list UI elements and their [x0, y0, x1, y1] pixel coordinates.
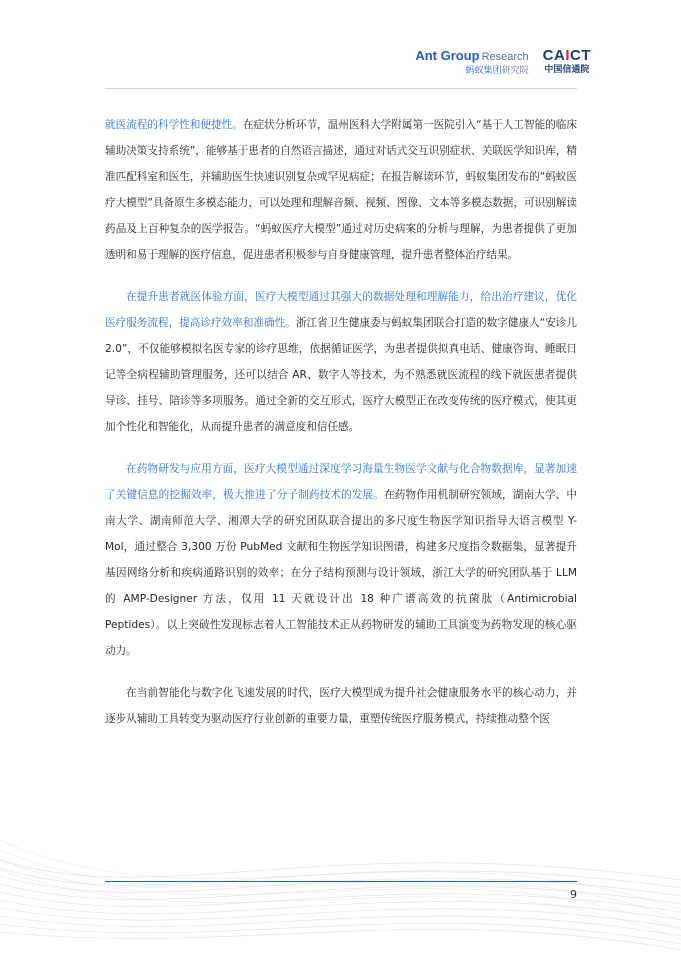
paragraph	[105, 284, 577, 440]
paragraph	[105, 112, 577, 268]
page-number: 9	[570, 888, 577, 901]
ant-group-research: Research	[481, 51, 529, 63]
header-divider	[105, 88, 577, 89]
paragraph-body: 在症状分析环节，温州医科大学附属第一医院引入“基于人工智能的临床辅助决策支持系统”，能够基于患者的自然语言描述，通过对话式交互识别症状、关联医学知识库，精准匹配科室和医生，并辅助医生快速识别复杂或罕见病症；在报告解读环节，蚂蚁集团发布的“蚂蚁医疗大模型”具备原生多模态能力，可以处理和理解音频、视频、图像、文本等多模态数据，可识别解读药品及上百种复杂的医学报告。“蚂蚁医疗大模型”通过对历史病案的分析与理解，为患者提供了更加透明和易于理解的医疗信息，促进患者积极参与自身健康管理，提升患者整体治疗结果。	[105, 119, 577, 261]
paragraph-body: 在当前智能化与数字化飞速发展的时代，医疗大模型成为提升社会健康服务水平的核心动力，并逐步从辅助工具转变为驱动医疗行业创新的重要力量，重塑传统医疗服务模式，持续推动整个医	[105, 687, 577, 725]
header-logos	[415, 48, 591, 82]
paragraph-body: 浙江省卫生健康委与蚂蚁集团联合打造的数字健康人“安诊儿 2.0”，不仅能够模拟名医专家的诊疗思维，依据循证医学，为患者提供拟真电话、健康咨询、睡眠日记等全病程辅助管理服务，还可以结合 AR、数字人等技术，为不熟悉就医流程的线下就医患者提供导诊、挂号、陪诊等多项服务。通过全新的交互形式，医疗大模型正在改变传统的医疗模式，使其更加个性化和智能化，从而提升患者的满意度和信任感。	[105, 317, 577, 433]
paragraph	[105, 680, 577, 732]
ant-group-research-logo	[415, 48, 528, 77]
ant-group-cn-name: 蚂蚁集团	[465, 66, 502, 76]
caict-ct: CT	[570, 47, 591, 64]
paragraph-highlight: 在提升患者就医体验方面，医疗大模型通过其强大的数据处理和理解能力，给出治疗建议，优化医疗服务流程，提高诊疗效率和准确性。	[105, 291, 577, 329]
body-text	[105, 112, 577, 748]
footer-divider	[105, 881, 577, 882]
caict-cn-name: 中国信通院	[544, 65, 590, 75]
paragraph	[105, 456, 577, 664]
footer-wave-decoration	[0, 820, 681, 955]
caict-ca: CA	[542, 47, 566, 64]
paragraph-body: 在药物作用机制研究领域，湖南大学、中南大学、湖南师范大学、湘潭大学的研究团队联合提出的多尺度生物医学知识指导大语言模型 Y-Mol，通过整合 3,300 万份 PubMed 文献和生物医学知识图谱，构建多尺度指令数据集，显著提升基因网络分析和疾病通路识别的效率；在分子结构预测与设计领域，浙江大学的研究团队基于 LLM 的 AMP-Designer 方法，仅用 11 天就设计出 18 种广谱高效的抗菌肽（Antimicrobial Peptides）。以上突破性发现标志着人工智能技术正从药物研发的辅助工具演变为药物发现的核心驱动力。	[105, 489, 578, 657]
caict-logo	[543, 48, 591, 76]
paragraph-highlight: 就医流程的科学性和便捷性。	[105, 119, 243, 131]
caict-i: I	[565, 47, 570, 64]
ant-group-name: Ant Group	[415, 48, 480, 63]
ant-group-cn-sub: 研究院	[501, 66, 529, 76]
paragraph-highlight: 在药物研发与应用方面，医疗大模型通过深度学习海量生物医学文献与化合物数据库，显著加速了关键信息的挖掘效率，极大推进了分子制药技术的发展。	[105, 463, 577, 501]
